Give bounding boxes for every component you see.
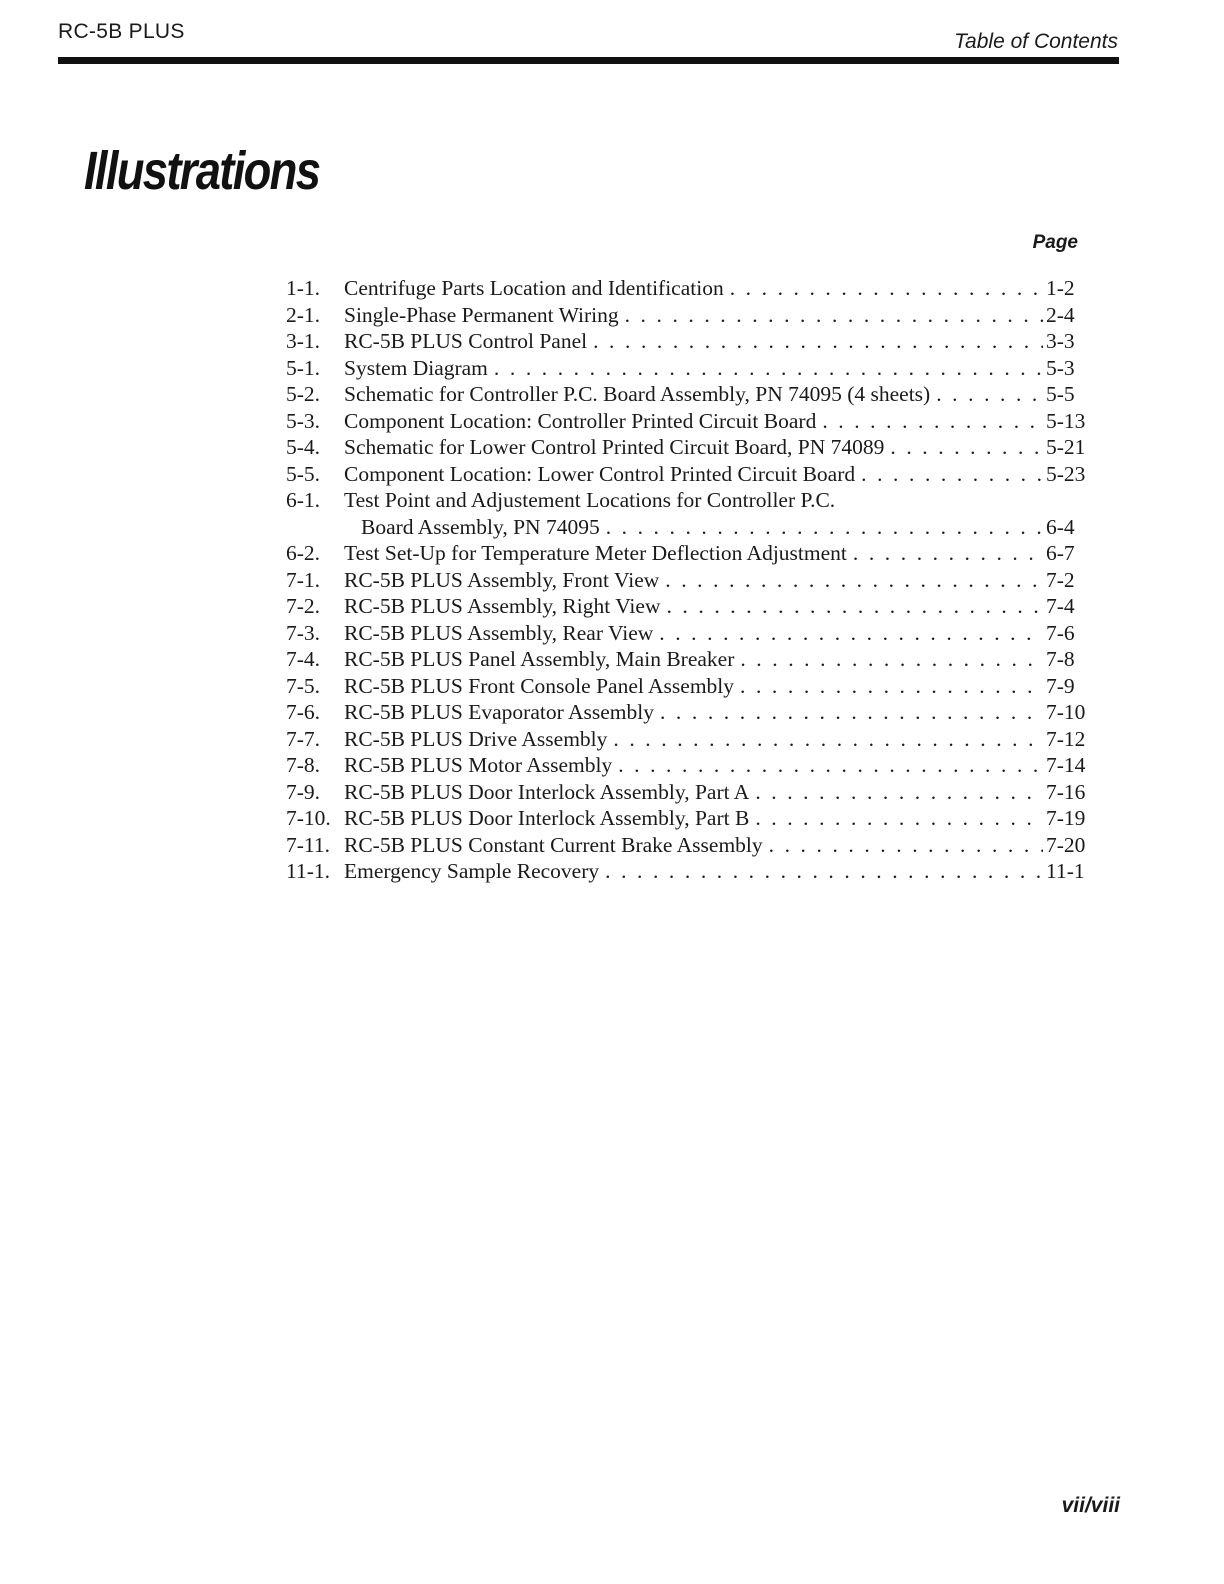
dot-leader xyxy=(613,726,1043,753)
list-item xyxy=(286,434,1086,461)
running-header-right: Table of Contents xyxy=(954,30,1118,53)
entry-body xyxy=(344,381,1086,408)
list-item xyxy=(286,355,1086,382)
page-title: Illustrations xyxy=(84,141,320,201)
list-item xyxy=(286,408,1086,435)
entry-line xyxy=(344,355,1086,382)
entry-body xyxy=(344,434,1086,461)
figure-title: RC-5B PLUS Assembly, Rear View xyxy=(344,620,654,645)
page-number: 5-23 xyxy=(1046,461,1086,486)
entry-line xyxy=(344,461,1086,488)
figure-number: 7-6. xyxy=(286,700,321,724)
list-item xyxy=(286,699,1086,726)
page-column-label: Page xyxy=(1032,232,1078,253)
page-number: 7-19 xyxy=(1046,806,1086,830)
dot-leader xyxy=(605,858,1043,885)
entry-body xyxy=(344,699,1086,726)
dot-leader xyxy=(755,779,1043,806)
figure-title: Component Location: Controller Printed Circuit Board xyxy=(344,408,817,433)
page-number: 7-9 xyxy=(1046,673,1075,698)
entry-line xyxy=(344,673,1086,700)
list-item xyxy=(286,646,1086,673)
dot-leader xyxy=(665,567,1043,594)
figure-number: 6-1. xyxy=(286,488,321,512)
entry-line xyxy=(344,381,1086,408)
entry-body xyxy=(344,858,1086,885)
figure-title: RC-5B PLUS Drive Assembly xyxy=(344,726,608,751)
entry-body xyxy=(344,832,1086,859)
entry-line xyxy=(344,699,1086,726)
figure-title: RC-5B PLUS Control Panel xyxy=(344,329,588,353)
figure-title: Component Location: Lower Control Printed Circuit Board xyxy=(344,461,856,486)
entry-line xyxy=(344,328,1086,355)
page-number: 5-13 xyxy=(1046,408,1086,433)
figure-number: 6-2. xyxy=(286,541,321,565)
dot-leader xyxy=(755,805,1043,832)
entry-body xyxy=(344,355,1086,382)
page-number: 7-2 xyxy=(1046,567,1075,592)
page-number: 7-20 xyxy=(1046,832,1086,857)
dot-leader xyxy=(666,593,1043,620)
figure-title: Test Point and Adjustement Locations for Controller P.C. xyxy=(344,488,836,512)
entry-line xyxy=(344,302,1086,329)
figure-title: RC-5B PLUS Assembly, Front View xyxy=(344,567,660,592)
list-item xyxy=(286,805,1086,832)
entry-line xyxy=(344,408,1086,435)
dot-leader xyxy=(618,752,1043,779)
figure-title: Emergency Sample Recovery xyxy=(344,859,600,883)
dot-leader xyxy=(625,302,1043,329)
entry-body xyxy=(344,752,1086,779)
entry-line xyxy=(344,275,1086,302)
figure-number: 1-1. xyxy=(286,276,321,300)
list-item xyxy=(286,540,1086,567)
figure-number: 5-2. xyxy=(286,382,321,406)
entry-line xyxy=(344,593,1086,620)
list-item xyxy=(286,779,1086,806)
figure-number: 2-1. xyxy=(286,302,321,327)
figure-title: RC-5B PLUS Door Interlock Assembly, Part A xyxy=(344,779,750,804)
illustrations-list xyxy=(286,275,1086,885)
figure-number: 5-4. xyxy=(286,435,321,459)
list-item xyxy=(286,328,1086,355)
entry-line xyxy=(344,487,1086,514)
figure-title: Test Set-Up for Temperature Meter Deflection Adjustment xyxy=(344,541,847,565)
list-item xyxy=(286,461,1086,488)
page-number: 5-3 xyxy=(1046,355,1075,380)
list-item xyxy=(286,593,1086,620)
page-number: 11-1 xyxy=(1046,859,1085,883)
dot-leader xyxy=(740,673,1043,700)
entry-line xyxy=(344,646,1086,673)
entry-body xyxy=(344,673,1086,700)
figure-number: 11-1. xyxy=(286,859,330,883)
page-number: 5-5 xyxy=(1046,382,1075,406)
figure-title: RC-5B PLUS Constant Current Brake Assembly xyxy=(344,832,763,857)
figure-number: 3-1. xyxy=(286,329,321,353)
page-number: 6-7 xyxy=(1046,541,1075,565)
entry-body xyxy=(344,461,1086,488)
header-rule xyxy=(58,57,1119,64)
entry-line xyxy=(344,540,1086,567)
entry-body xyxy=(344,805,1086,832)
list-item xyxy=(286,302,1086,329)
figure-title: RC-5B PLUS Door Interlock Assembly, Part B xyxy=(344,806,750,830)
figure-number: 7-9. xyxy=(286,779,321,804)
entry-body xyxy=(344,328,1086,355)
entry-body xyxy=(344,620,1086,647)
list-item xyxy=(286,673,1086,700)
list-item xyxy=(286,832,1086,859)
figure-number: 7-10. xyxy=(286,806,331,830)
figure-title: Schematic for Controller P.C. Board Assembly, PN 74095 (4 sheets) xyxy=(344,382,931,406)
figure-number: 7-7. xyxy=(286,726,321,751)
figure-number: 7-1. xyxy=(286,567,321,592)
entry-line xyxy=(344,858,1086,885)
figure-title: RC-5B PLUS Panel Assembly, Main Breaker xyxy=(344,647,735,671)
page-number: 7-4 xyxy=(1046,594,1075,618)
figure-number: 7-11. xyxy=(286,832,330,857)
figure-number: 7-3. xyxy=(286,620,321,645)
figure-number: 7-8. xyxy=(286,753,321,777)
dot-leader xyxy=(659,620,1043,647)
dot-leader xyxy=(822,408,1043,435)
running-header-left: RC-5B PLUS xyxy=(58,20,185,43)
figure-title: RC-5B PLUS Front Console Panel Assembly xyxy=(344,673,735,698)
page-number: 5-21 xyxy=(1046,435,1086,459)
dot-leader xyxy=(861,461,1043,488)
entry-line xyxy=(344,434,1086,461)
page-number: 3-3 xyxy=(1046,329,1075,353)
page-number: 2-4 xyxy=(1046,302,1075,327)
page-number: 1-2 xyxy=(1046,276,1075,300)
dot-leader xyxy=(936,381,1043,408)
entry-body xyxy=(344,540,1086,567)
page-number: 7-8 xyxy=(1046,647,1075,671)
list-item xyxy=(286,487,1086,540)
entry-body xyxy=(344,646,1086,673)
page-folio: vii/viii xyxy=(1061,1494,1120,1517)
entry-line xyxy=(344,726,1086,753)
dot-leader xyxy=(660,699,1043,726)
figure-number: 5-3. xyxy=(286,408,321,433)
entry-body xyxy=(344,726,1086,753)
list-item xyxy=(286,858,1086,885)
figure-number: 7-2. xyxy=(286,594,321,618)
figure-title: System Diagram xyxy=(344,355,488,380)
list-item xyxy=(286,620,1086,647)
dot-leader xyxy=(494,355,1043,382)
entry-line xyxy=(344,514,1086,541)
entry-body xyxy=(344,487,1086,540)
dot-leader xyxy=(593,328,1043,355)
page-number: 7-12 xyxy=(1046,726,1086,751)
figure-title: RC-5B PLUS Assembly, Right View xyxy=(344,594,661,618)
entry-body xyxy=(344,408,1086,435)
page-number: 6-4 xyxy=(1046,514,1075,539)
page-number: 7-6 xyxy=(1046,620,1075,645)
dot-leader xyxy=(740,646,1043,673)
entry-body xyxy=(344,567,1086,594)
entry-body xyxy=(344,593,1086,620)
entry-line xyxy=(344,567,1086,594)
figure-title: RC-5B PLUS Motor Assembly xyxy=(344,753,613,777)
list-item xyxy=(286,381,1086,408)
dot-leader xyxy=(853,540,1043,567)
figure-number: 5-1. xyxy=(286,355,321,380)
entry-line xyxy=(344,779,1086,806)
dot-leader xyxy=(769,832,1043,859)
page-number: 7-16 xyxy=(1046,779,1086,804)
list-item xyxy=(286,752,1086,779)
figure-title: RC-5B PLUS Evaporator Assembly xyxy=(344,700,654,724)
entry-line xyxy=(344,620,1086,647)
entry-body xyxy=(344,275,1086,302)
entry-body xyxy=(344,779,1086,806)
figure-title: Schematic for Lower Control Printed Circuit Board, PN 74089 xyxy=(344,435,885,459)
entry-line xyxy=(344,832,1086,859)
entry-line xyxy=(344,805,1086,832)
figure-title: Centrifuge Parts Location and Identification xyxy=(344,276,724,300)
entry-body xyxy=(344,302,1086,329)
list-item xyxy=(286,726,1086,753)
dot-leader xyxy=(890,434,1043,461)
dot-leader xyxy=(606,514,1043,541)
list-item xyxy=(286,567,1086,594)
entry-line xyxy=(344,752,1086,779)
figure-number: 5-5. xyxy=(286,461,321,486)
page-number: 7-14 xyxy=(1046,753,1086,777)
figure-title: Single-Phase Permanent Wiring xyxy=(344,302,619,327)
figure-title: Board Assembly, PN 74095 xyxy=(361,514,600,539)
list-item xyxy=(286,275,1086,302)
page-number: 7-10 xyxy=(1046,700,1086,724)
dot-leader xyxy=(730,275,1043,302)
figure-number: 7-5. xyxy=(286,673,321,698)
figure-number: 7-4. xyxy=(286,647,321,671)
